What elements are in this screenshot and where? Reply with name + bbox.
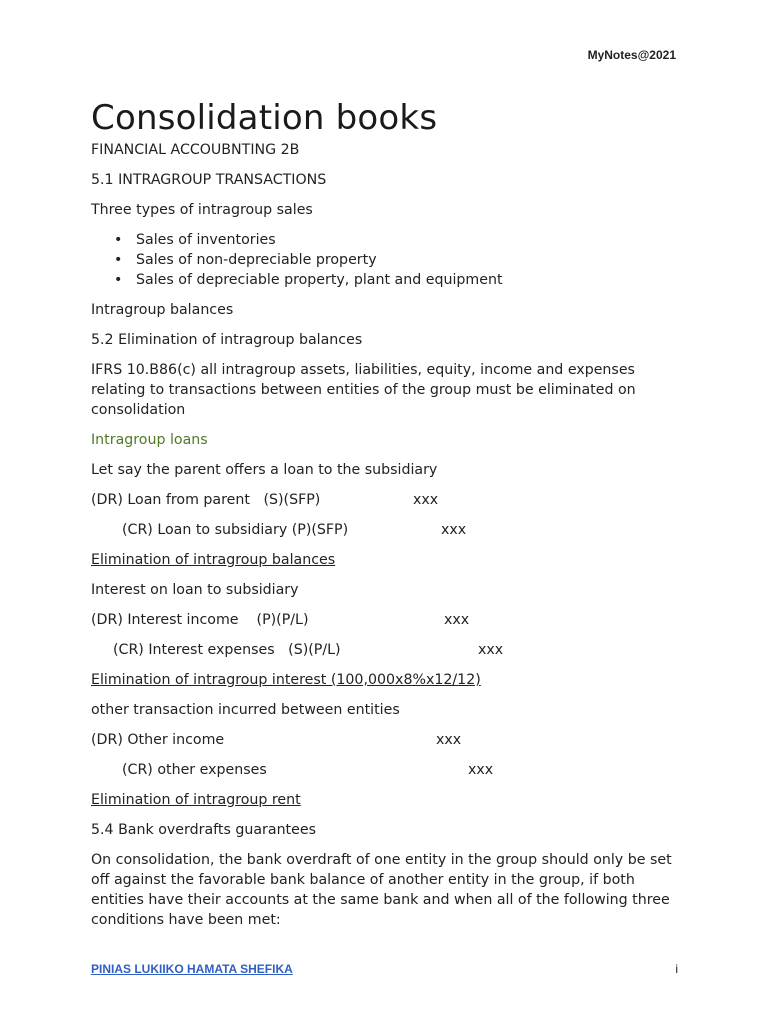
section-5-1-heading: 5.1 INTRAGROUP TRANSACTIONS — [91, 172, 327, 188]
intragroup-sales-list — [91, 230, 691, 290]
other-transaction-line: other transaction incurred between entities — [91, 702, 400, 718]
interest-on-loan-line: Interest on loan to subsidiary — [91, 582, 299, 598]
list-item: • Sales of non-depreciable property — [114, 252, 377, 268]
journal-entry-cr-loan: (CR) Loan to subsidiary (P)(SFP) xxx — [122, 522, 467, 538]
list-item: • Sales of inventories — [114, 232, 276, 248]
section-5-2-heading: 5.2 Elimination of intragroup balances — [91, 332, 363, 348]
course-line: FINANCIAL ACCOUBNTING 2B — [91, 142, 300, 158]
journal-entry-cr-interest: (CR) Interest expenses (S)(P/L) xxx — [113, 642, 504, 658]
on-consolidation-paragraph: On consolidation, the bank overdraft of one entity in the group should only be set off against the favorable bank balance of another entity in the group, if both entities have their accounts at the same bank and when all of the following three conditions have been met: — [91, 852, 672, 928]
let-say-line: Let say the parent offers a loan to the subsidiary — [91, 462, 438, 478]
bullet-icon: • — [114, 252, 123, 268]
footer-author-link[interactable]: PINIAS LUKIIKO HAMATA SHEFIKA — [91, 962, 293, 976]
list-item: • Sales of depreciable property, plant and equipment — [114, 272, 503, 288]
journal-entry-cr-other: (CR) other expenses xxx — [122, 762, 494, 778]
ifrs-paragraph: IFRS 10.B86(c) all intragroup assets, liabilities, equity, income and expenses relating to transactions between entities of the group must be eliminated on consolidation — [91, 362, 636, 418]
elimination-interest-caption: Elimination of intragroup interest (100,000x8%x12/12) — [91, 672, 481, 688]
elimination-rent-caption: Elimination of intragroup rent — [91, 792, 301, 808]
bullet-icon: • — [114, 272, 123, 288]
document-body — [91, 96, 691, 930]
elimination-balances-caption: Elimination of intragroup balances — [91, 552, 336, 568]
bullet-icon: • — [114, 232, 123, 248]
intragroup-loans-subheading: Intragroup loans — [91, 432, 208, 448]
section-5-4-heading: 5.4 Bank overdrafts guarantees — [91, 822, 316, 838]
header-note: MyNotes@2021 — [587, 48, 676, 62]
journal-entry-dr-interest: (DR) Interest income (P)(P/L) xxx — [91, 612, 470, 628]
intragroup-balances-line: Intragroup balances — [91, 302, 234, 318]
journal-entry-dr-other: (DR) Other income xxx — [91, 732, 462, 748]
three-types-line: Three types of intragroup sales — [91, 202, 313, 218]
footer-page-number: i — [675, 962, 678, 976]
document-title: Consolidation books — [91, 98, 438, 138]
journal-entry-dr-loan: (DR) Loan from parent (S)(SFP) xxx — [91, 492, 439, 508]
